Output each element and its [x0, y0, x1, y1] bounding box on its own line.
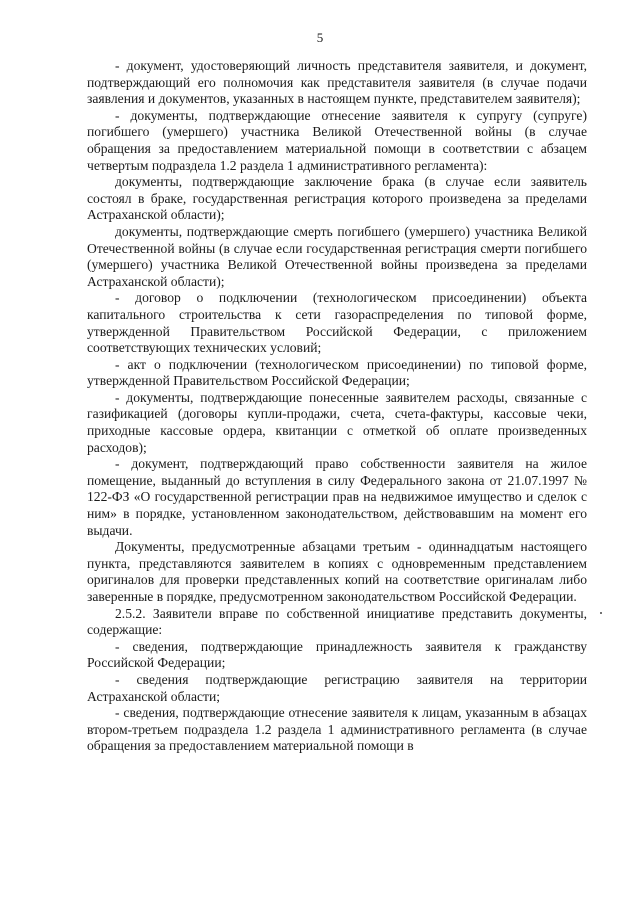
- paragraph-4: документы, подтверждающие смерть погибшего (умершего) участника Великой Отечественной войны (в случае если государственная регистрация смерти погибшего (умершего) участника Великой Отечественной войны произведена за пределами Астраханской области);: [87, 223, 587, 289]
- paragraph-2: - документы, подтверждающие отнесение заявителя к супругу (супруге) погибшего (умершего) участника Великой Отечественной войны (в случае обращения за предоставлением материальной помощи в соответствии с абзацем четвертым подраздела 1.2 раздела 1 административного регламента):: [87, 107, 587, 173]
- paragraph-6: - акт о подключении (технологическом присоединении) по типовой форме, утвержденной Правительством Российской Федерации;: [87, 356, 587, 389]
- paragraph-7: - документы, подтверждающие понесенные заявителем расходы, связанные с газификацией (договоры купли-продажи, счета, счета-фактуры, кассовые чеки, приходные кассовые ордера, квитанции с отметкой об оплате произведенных расходов);: [87, 389, 587, 455]
- paragraph-3: документы, подтверждающие заключение брака (в случае если заявитель состоял в браке, государственная регистрация которого произведена за пределами Астраханской области);: [87, 174, 587, 223]
- document-body: [87, 58, 587, 755]
- scan-speck: [600, 612, 602, 614]
- paragraph-13: - сведения, подтверждающие отнесение заявителя к лицам, указанным в абзацах втором-третьем подраздела 1.2 раздела 1 административного регламента (в случае обращения за предоставлением материальной помощи в: [87, 705, 587, 754]
- paragraph-9: Документы, предусмотренные абзацами третьим - одиннадцатым настоящего пункта, представляются заявителем в копиях с одновременным представлением оригиналов для проверки представленных копий на соответствие оригиналам либо заверенные в порядке, предусмотренном законодательством Российской Федерации.: [87, 539, 587, 604]
- paragraph-10: 2.5.2. Заявители вправе по собственной инициативе представить документы, содержащие:: [87, 605, 587, 638]
- paragraph-11: - сведения, подтверждающие принадлежность заявителя к гражданству Российской Федерации;: [87, 638, 587, 671]
- paragraph-5: - договор о подключении (технологическом присоединении) объекта капитального строительства к сети газораспределения по типовой форме, утвержденной Правительством Российской Федерации, с приложением соответствующих технических условий;: [87, 290, 587, 356]
- page-number: 5: [316, 30, 324, 45]
- paragraph-8: - документ, подтверждающий право собственности заявителя на жилое помещение, выданный до вступления в силу Федерального закона от 21.07.1997 № 122-ФЗ «О государственной регистрации прав на недвижимое имущество и сделок с ним» в порядке, установленном законодательством, действовавшим на момент его выдачи.: [87, 456, 587, 538]
- paragraph-1: - документ, удостоверяющий личность представителя заявителя, и документ, подтверждающий его полномочия как представителя заявителя (в случае подачи заявления и документов, указанных в настоящем пункте, представителем заявителя);: [87, 58, 587, 107]
- paragraph-12: - сведения подтверждающие регистрацию заявителя на территории Астраханской области;: [87, 671, 587, 704]
